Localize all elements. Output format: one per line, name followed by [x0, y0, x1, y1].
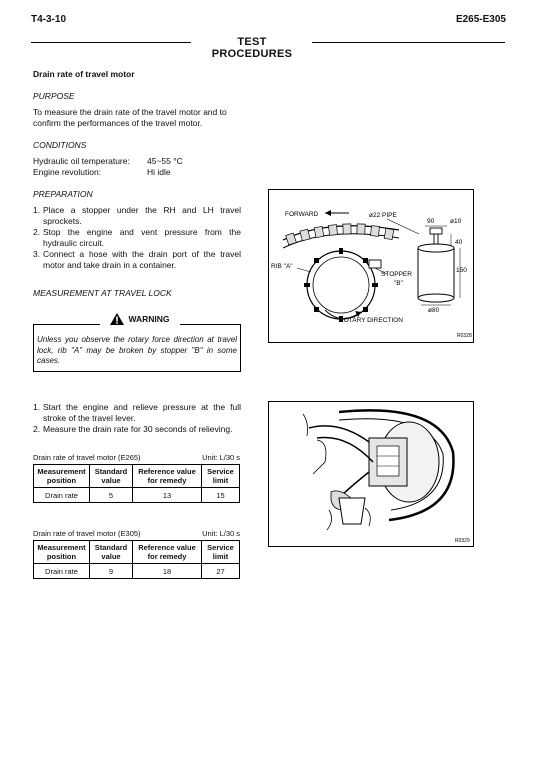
figure-code: R0329: [455, 538, 470, 544]
warning-triangle-icon: [110, 313, 124, 325]
table-cell: 13: [133, 488, 202, 503]
table-header-row: [34, 541, 240, 564]
table-cell: 5: [90, 488, 133, 503]
condition-label: Engine revolution:: [33, 167, 102, 177]
column-header: Measurement position: [34, 541, 90, 564]
column-header: Reference value for remedy: [133, 465, 202, 488]
rib-label: RIB "A": [271, 263, 293, 270]
table-cell: 15: [202, 488, 240, 503]
header-rule-right: [312, 42, 505, 43]
model-code: E265-E305: [455, 14, 506, 25]
list-item: [33, 205, 241, 227]
figure-stopper-diagram: [268, 189, 474, 343]
table-title: Drain rate of travel motor (E265): [33, 453, 141, 462]
table-unit: Unit: L/30 s: [202, 453, 240, 462]
rotary-direction-label: ROTARY DIRECTION: [339, 317, 403, 324]
forward-label: FORWARD: [285, 211, 319, 218]
list-item: [33, 249, 241, 271]
measurement-heading: MEASUREMENT AT TRAVEL LOCK: [33, 288, 172, 298]
column-header: Standard value: [90, 541, 133, 564]
dim-90-label: 90: [427, 218, 435, 225]
table-header-row: [34, 465, 240, 488]
purpose-heading: PURPOSE: [33, 91, 75, 101]
page-title: TEST PROCEDURES: [211, 36, 293, 60]
step-number: 1.: [33, 402, 41, 412]
list-item: [33, 402, 241, 424]
condition-value: Hi idle: [147, 167, 171, 177]
figure-drain-measurement: [268, 401, 474, 547]
table-cell: 18: [133, 564, 202, 579]
list-item: [33, 227, 241, 249]
table-title: Drain rate of travel motor (E305): [33, 529, 141, 538]
warning-header: [100, 312, 180, 326]
step-text: Place a stopper under the RH and LH travel sprockets.: [43, 205, 241, 226]
condition-value: 45~55 °C: [147, 156, 183, 166]
stopper-b-label: "B": [394, 280, 403, 287]
step-text: Connect a hose with the drain port of the travel motor and take drain in a container.: [43, 249, 241, 270]
table-caption: [33, 529, 240, 538]
step-number: 3.: [33, 249, 41, 259]
sprocket-illustration: [269, 190, 473, 342]
measurement-steps: [33, 402, 241, 435]
condition-label: Hydraulic oil temperature:: [33, 156, 130, 166]
pipe-label: ø22 PIPE: [369, 212, 397, 219]
purpose-text: To measure the drain rate of the travel motor and to confirm the performances of the travel motor.: [33, 107, 227, 128]
table-e265-block: [33, 453, 240, 503]
dim-80-label: ø80: [428, 307, 440, 314]
drain-rate-table-e305: [33, 540, 240, 579]
section-title: Drain rate of travel motor: [33, 69, 135, 79]
table-caption: [33, 453, 240, 462]
table-cell: 9: [90, 564, 133, 579]
step-text: Stop the engine and vent pressure from the hydraulic circuit.: [43, 227, 241, 248]
warning-label: WARNING: [128, 314, 170, 324]
dim-10-label: ø10: [450, 218, 462, 225]
conditions-heading: CONDITIONS: [33, 140, 87, 150]
dim-40-label: 40: [455, 239, 463, 246]
preparation-heading: PREPARATION: [33, 189, 93, 199]
table-cell: Drain rate: [34, 488, 90, 503]
header-rule-left: [31, 42, 191, 43]
list-item: [33, 424, 241, 435]
table-cell: 27: [202, 564, 240, 579]
conditions-list: [33, 156, 241, 178]
step-text: Measure the drain rate for 30 seconds of relieving.: [43, 424, 233, 434]
table-unit: Unit: L/30 s: [202, 529, 240, 538]
drain-measurement-illustration: [269, 402, 473, 546]
drain-rate-table-e265: [33, 464, 240, 503]
step-number: 2.: [33, 227, 41, 237]
figure-code: R0328: [457, 333, 472, 339]
table-row: [34, 564, 240, 579]
step-number: 1.: [33, 205, 41, 215]
table-e305-block: [33, 529, 240, 579]
page-code: T4-3-10: [31, 14, 67, 25]
stopper-label: STOPPER: [381, 271, 412, 278]
warning-text: Unless you observe the rotary force direction at travel lock, rib "A" may be broken by stopper "B" in some cases.: [37, 335, 237, 365]
table-row: [34, 488, 240, 503]
column-header: Service limit: [202, 541, 240, 564]
step-text: Start the engine and relieve pressure at the full stroke of the travel lever.: [43, 402, 241, 423]
step-number: 2.: [33, 424, 41, 434]
column-header: Reference value for remedy: [133, 541, 202, 564]
table-cell: Drain rate: [34, 564, 90, 579]
condition-row: [33, 156, 241, 167]
column-header: Standard value: [90, 465, 133, 488]
column-header: Service limit: [202, 465, 240, 488]
preparation-steps: [33, 205, 241, 271]
condition-row: [33, 167, 241, 178]
column-header: Measurement position: [34, 465, 90, 488]
dim-150-label: 150: [456, 267, 467, 274]
